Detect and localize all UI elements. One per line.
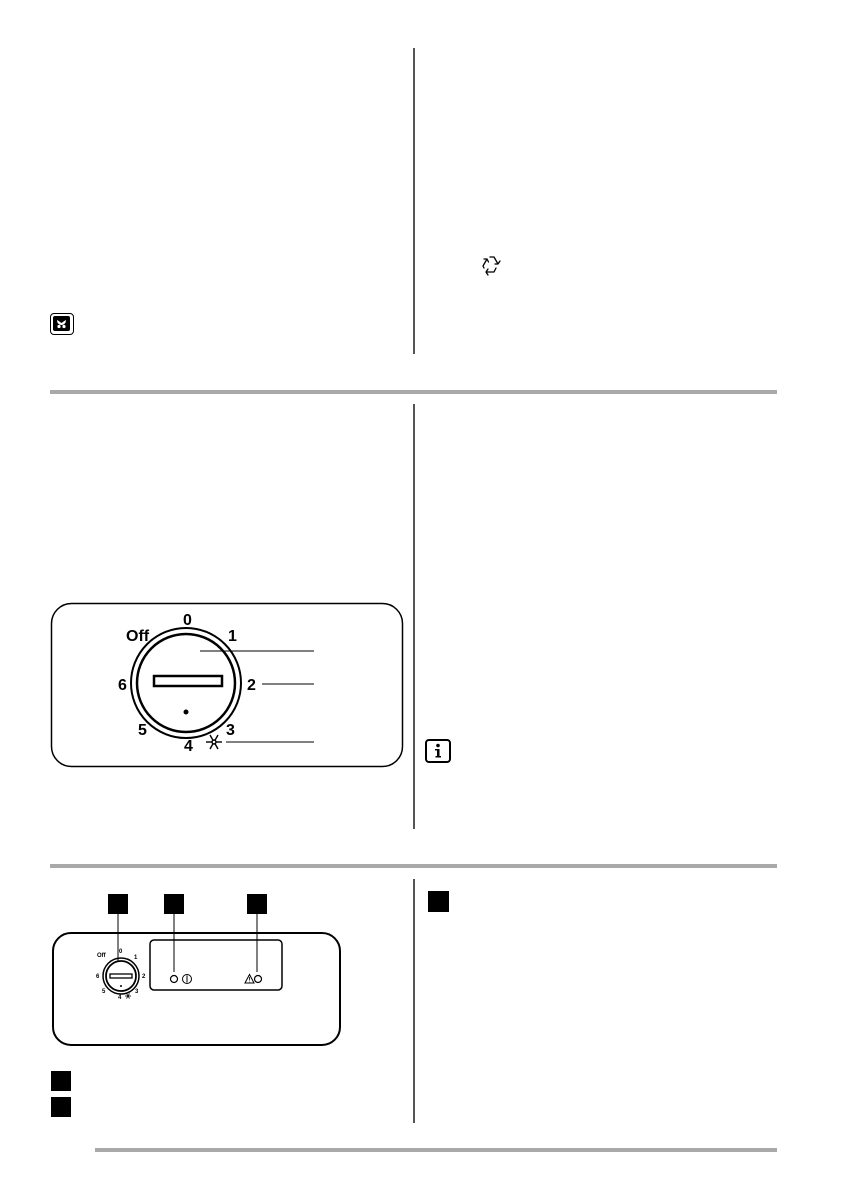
dial-knob-slot <box>154 676 222 686</box>
column-divider-bottom <box>413 879 415 1123</box>
callout-square-1 <box>108 894 128 914</box>
mini-dial-label-5: 5 <box>102 989 106 995</box>
legend-square-1 <box>51 1071 71 1091</box>
dial-indicator-dot <box>184 710 189 715</box>
column-divider-middle <box>413 404 415 829</box>
mini-dial-label-3: 3 <box>135 989 139 995</box>
dial-label-4: 4 <box>184 738 193 755</box>
mini-dial-label-2: 2 <box>142 974 146 980</box>
dial-label-6: 6 <box>118 677 127 694</box>
indicator-window <box>150 940 282 990</box>
legend-square-3 <box>428 891 449 912</box>
footer-rule <box>95 1148 777 1152</box>
power-indicator-lamp <box>171 976 178 983</box>
dial-label-3: 3 <box>226 722 235 739</box>
environment-icon <box>51 314 72 333</box>
mini-dial-slot <box>110 974 132 978</box>
mini-dial-label-0: 0 <box>119 949 123 955</box>
info-icon <box>427 741 449 761</box>
mini-dial-label-6: 6 <box>96 974 100 980</box>
warning-indicator-lamp <box>255 976 262 983</box>
legend-square-2 <box>51 1097 71 1117</box>
section-rule-1 <box>50 390 777 394</box>
dial-label-5: 5 <box>138 722 147 739</box>
environment-icon-box <box>50 313 74 335</box>
mini-dial-label-off: Off <box>97 953 106 959</box>
dial-label-0: 0 <box>183 612 192 629</box>
dial-label-2: 2 <box>247 677 256 694</box>
info-icon-box <box>425 739 451 763</box>
mini-dial-dot <box>120 985 122 987</box>
mini-dial-label-4: 4 <box>118 995 122 1001</box>
mini-dial-label-1: 1 <box>134 955 138 961</box>
callout-square-2 <box>164 894 184 914</box>
column-divider-top <box>413 48 415 354</box>
control-panel-illustration <box>50 894 342 1048</box>
dial-label-off: Off <box>126 628 150 645</box>
thermostat-dial-illustration <box>50 602 404 768</box>
callout-square-3 <box>247 894 267 914</box>
dial-label-1: 1 <box>228 628 237 645</box>
recycle-icon <box>481 254 503 276</box>
section-rule-2 <box>50 864 777 868</box>
